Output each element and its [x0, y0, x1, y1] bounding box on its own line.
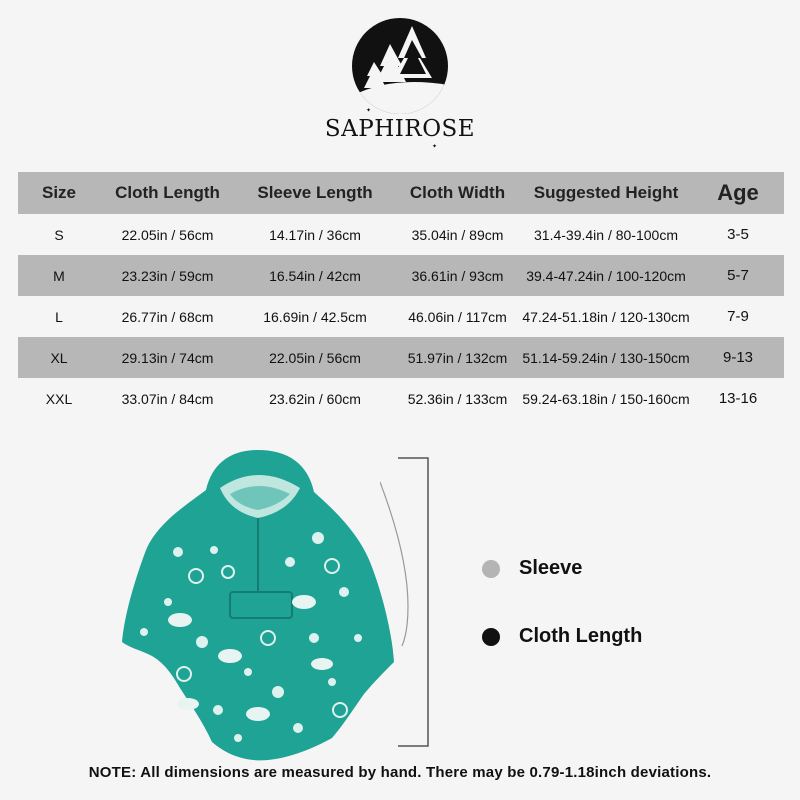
- table-cell: 5-7: [692, 255, 784, 296]
- cloth-length-dot-icon: [482, 628, 500, 646]
- svg-text:✦: ✦: [366, 108, 372, 114]
- table-cell: XL: [18, 337, 100, 378]
- table-cell: 26.77in / 68cm: [121, 308, 214, 325]
- table-cell: 22.05in / 56cm: [121, 226, 214, 243]
- column-header: Suggested Height: [520, 172, 692, 214]
- sleeve-label: Sleeve: [519, 557, 583, 579]
- table-cell: 59.24-63.18in / 150-160cm: [522, 390, 690, 407]
- table-row: [18, 378, 784, 419]
- brand-name: SAPHIROSE: [324, 116, 476, 142]
- svg-text:✦: ✦: [432, 144, 438, 150]
- column-header: Size: [18, 172, 100, 214]
- table-cell: L: [55, 308, 63, 325]
- table-cell: 13-16: [718, 390, 758, 407]
- table-cell: 51.14-59.24in / 130-150cm: [520, 337, 692, 378]
- table-cell: 29.13in / 74cm: [100, 337, 235, 378]
- table-cell: 31.4-39.4in / 80-100cm: [534, 226, 678, 243]
- table-cell: 16.54in / 42cm: [235, 255, 395, 296]
- table-cell: 3-5: [727, 226, 749, 243]
- table-cell: XXL: [45, 390, 73, 407]
- table-cell: 46.06in / 117cm: [408, 308, 507, 325]
- column-header: Age: [692, 172, 784, 214]
- sleeve-dot-icon: [482, 560, 500, 578]
- table-row: [18, 296, 784, 337]
- table-cell: S: [54, 226, 64, 243]
- table-cell: 9-13: [692, 337, 784, 378]
- column-header: Sleeve Length: [235, 172, 395, 214]
- table-row: [18, 337, 784, 378]
- table-row: [18, 255, 784, 296]
- table-cell: 52.36in / 133cm: [407, 390, 508, 407]
- cloth-length-label: Cloth Length: [519, 625, 643, 647]
- table-cell: 22.05in / 56cm: [235, 337, 395, 378]
- table-cell: 36.61in / 93cm: [395, 255, 520, 296]
- table-header-row: [18, 172, 784, 214]
- table-cell: 33.07in / 84cm: [121, 390, 214, 407]
- measurement-bracket: [380, 456, 440, 748]
- table-cell: 35.04in / 89cm: [411, 226, 504, 243]
- table-cell: 14.17in / 36cm: [269, 226, 361, 243]
- measurement-note: NOTE: All dimensions are measured by hand. There may be 0.79-1.18inch deviations.: [88, 764, 712, 781]
- table-cell: 7-9: [727, 308, 749, 325]
- table-cell: 51.97in / 132cm: [395, 337, 520, 378]
- table-cell: 23.62in / 60cm: [269, 390, 361, 407]
- table-cell: M: [18, 255, 100, 296]
- size-chart-table: [18, 172, 784, 419]
- column-header: Cloth Length: [100, 172, 235, 214]
- table-cell: 47.24-51.18in / 120-130cm: [522, 308, 690, 325]
- table-cell: 16.69in / 42.5cm: [263, 308, 367, 325]
- table-cell: 39.4-47.24in / 100-120cm: [520, 255, 692, 296]
- table-row: [18, 214, 784, 255]
- column-header: Cloth Width: [395, 172, 520, 214]
- table-cell: 23.23in / 59cm: [100, 255, 235, 296]
- poncho-image: [118, 442, 398, 762]
